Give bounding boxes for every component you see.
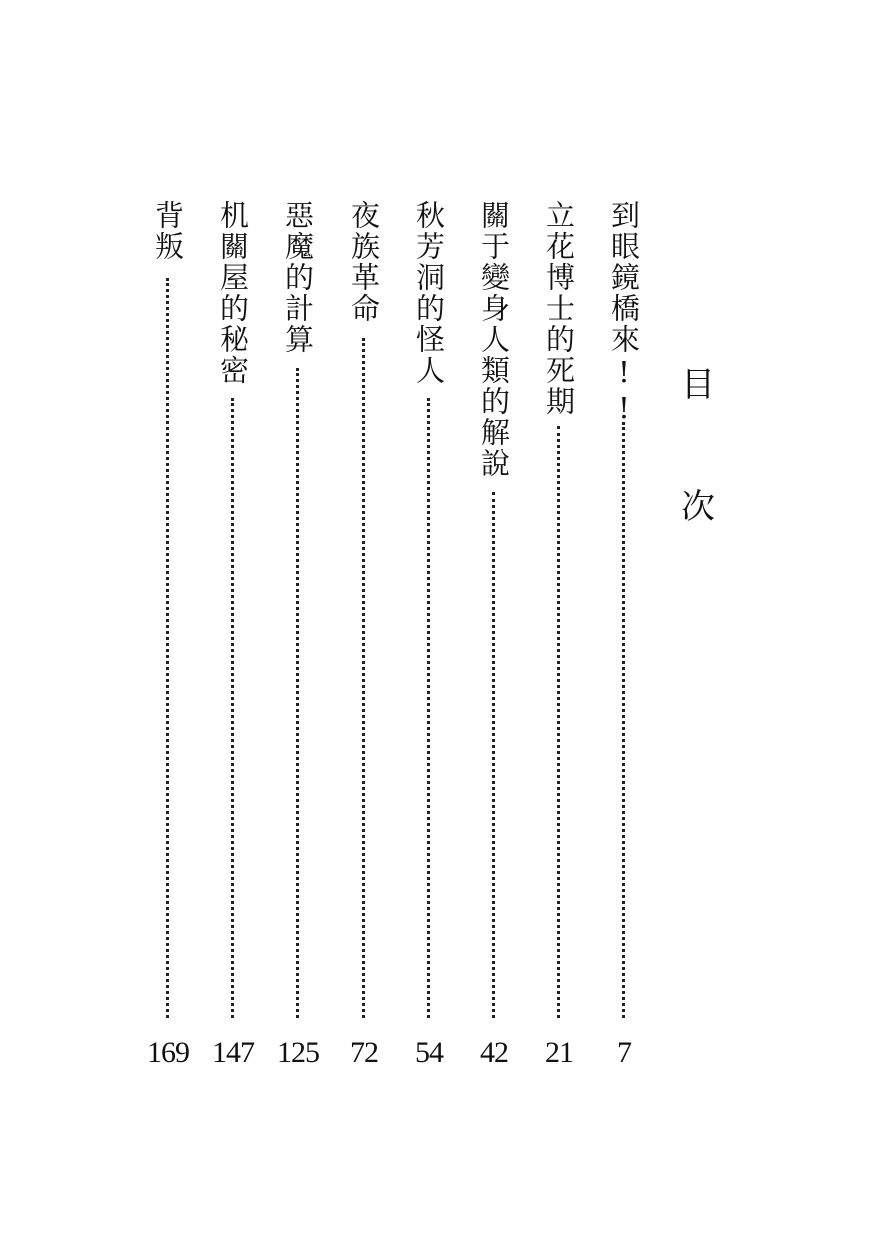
toc-leader-dots — [362, 338, 365, 1018]
toc-page-number: 21 — [545, 1036, 573, 1069]
toc-entry-title: 机關屋的秘密 — [216, 200, 250, 386]
toc-leader-dots — [557, 426, 560, 1018]
toc-leader-dots — [492, 492, 495, 1018]
toc-heading-char-2: 次 — [681, 487, 715, 527]
toc-heading-char-1: 目 — [681, 365, 715, 405]
toc-leader-dots — [622, 422, 625, 1018]
toc-leader-dots — [296, 368, 299, 1018]
toc-entry-title: 關于變身人類的解說 — [477, 200, 511, 479]
toc-page-number: 72 — [350, 1036, 378, 1069]
toc-entry-5[interactable] — [342, 200, 386, 1070]
toc-entry-7[interactable] — [211, 200, 255, 1070]
toc-entry-3[interactable] — [472, 200, 516, 1070]
toc-page-number: 169 — [147, 1036, 189, 1069]
toc-entry-title: 夜族革命 — [347, 200, 381, 324]
toc-entry-6[interactable] — [276, 200, 320, 1070]
toc-entry-title: 立花博士的死期 — [542, 200, 576, 417]
toc-entry-1[interactable] — [602, 200, 646, 1070]
toc-entry-title: 到眼鏡橋來!! — [607, 200, 641, 427]
toc-page-number: 125 — [277, 1036, 319, 1069]
toc-entry-title: 秋芳洞的怪人 — [412, 200, 446, 386]
toc-page-number: 54 — [415, 1036, 443, 1069]
toc-page-number: 147 — [212, 1036, 254, 1069]
toc-entry-8[interactable] — [146, 200, 190, 1070]
toc-page-number: 42 — [480, 1036, 508, 1069]
toc-leader-dots — [166, 278, 169, 1018]
toc-leader-dots — [231, 398, 234, 1018]
toc-entry-title: 背叛 — [151, 200, 185, 262]
toc-entry-4[interactable] — [407, 200, 451, 1070]
toc-page-number: 7 — [617, 1036, 631, 1069]
toc-entry-title: 惡魔的計算 — [281, 200, 315, 355]
toc-entry-2[interactable] — [537, 200, 581, 1070]
toc-leader-dots — [427, 398, 430, 1018]
